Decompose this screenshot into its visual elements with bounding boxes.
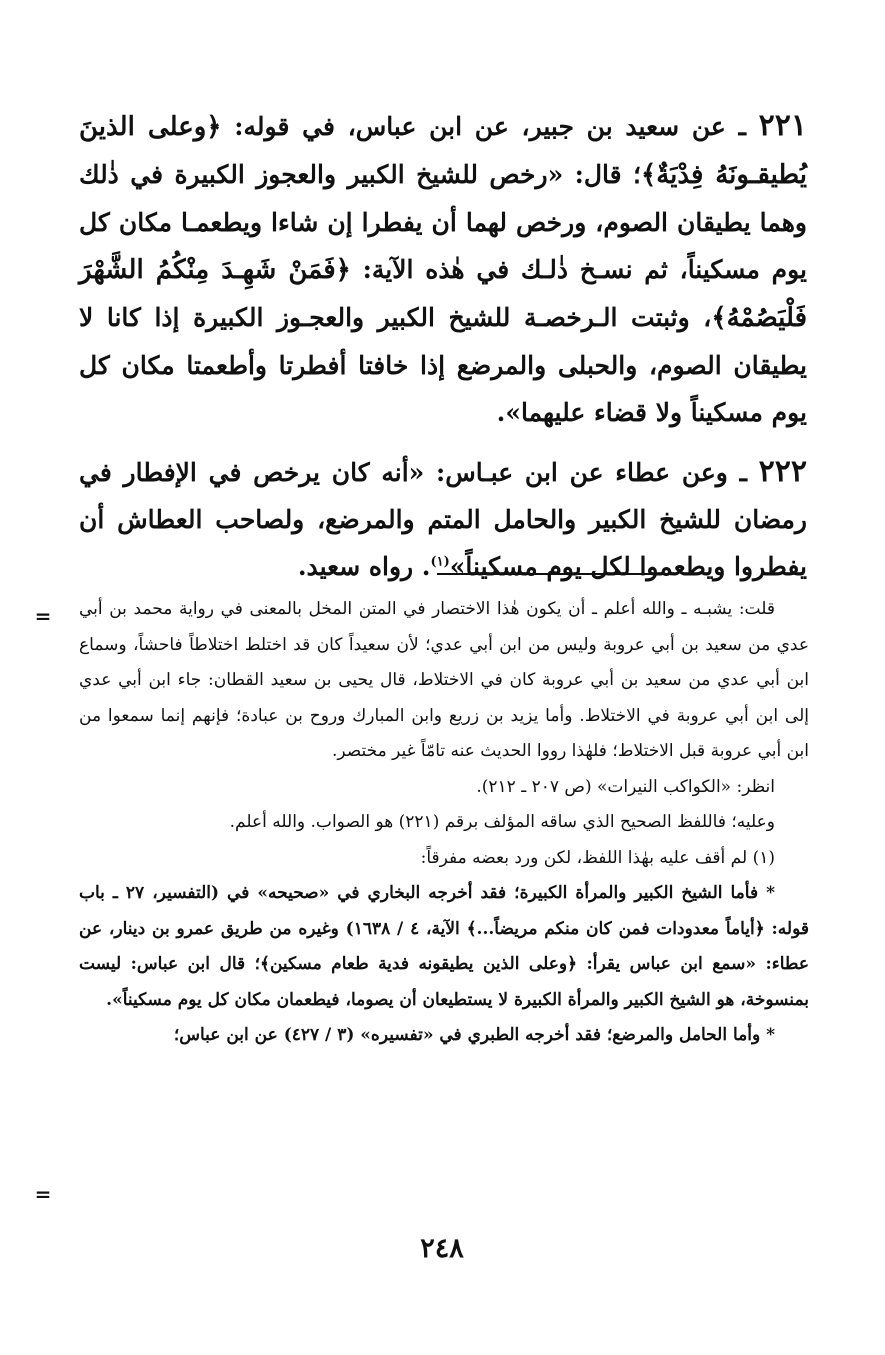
hadith-222 bbox=[79, 448, 807, 590]
footnote-separator bbox=[437, 573, 669, 575]
quran-verse: ﴿وعلى الذينَ يُطيقـونَهُ فِدْيَةٌ﴾ bbox=[79, 112, 807, 190]
quran-verse: ﴿فَمَنْ شَهِـدَ مِنْكُمُ الشَّهْرَ فَلْيَصُمْهُ﴾ bbox=[79, 255, 807, 333]
hadith-number: ٢٢٢ bbox=[758, 454, 807, 489]
hadith-number: ٢٢١ bbox=[758, 108, 807, 143]
continuation-mark: = bbox=[34, 1182, 52, 1206]
main-text bbox=[79, 102, 807, 590]
hadith-221 bbox=[79, 102, 807, 436]
footnote-paragraph: انظر: «الكواكب النيرات» (ص ٢٠٧ ـ ٢١٢). bbox=[476, 776, 775, 797]
footnote-paragraph: (١) لم أقف عليه بهٰذا اللفظ، لكن ورد بعضه مفرقاً: bbox=[420, 847, 775, 868]
hadith-text: ، وثبتت الـرخصـة للشيخ الكبير والعجـوز الكبيرة إذا كانا لا يطيقان الصوم، والحبلى والمرضع إذا خافتا أفطرتا وأطعمتا مكان كل يوم مسكيناً ولا قضاء عليهما». bbox=[79, 303, 807, 427]
continuation-mark: = bbox=[34, 604, 52, 628]
hadith-text: ـ وعن عطاء عن ابن عبـاس: «أنه كان يرخص في الإفطار في رمضان للشيخ الكبير والحامل المتم والمرضع، ولصاحب العطاش أن يفطروا ويطعموا لكل يوم مسكيناً» bbox=[79, 458, 807, 581]
hadith-text: ؛ قال: «رخص للشيخ الكبير والعجوز الكبيرة في ذٰلك وهما يطيقان الصوم، ورخص لهما أن يفطرا إن شاءا ويطعمـا مكان كل يوم مسكيناً، ثم نسـخ ذٰلـك في هٰذه الآية: bbox=[79, 160, 807, 284]
footnote-paragraph: قلت: يشبـه ـ والله أعلم ـ أن يكون هٰذا الاختصار في المتن المخل بالمعنى في رواية محمد بن أبي عدي من سعيد بن أبي عروبة وليس من ابن أبي عدي؛ لأن سعيداً كان قد اختلط اختلاطاً فاحشاً، وسماع ابن أبي عدي من سعيد بن أبي عروبة كان في الاختلاط، قال يحيى بن سعيد القطان: جاء ابن أبي عدي إلى ابن أبي عروبة في الاختلاط. وأما يزيد بن زريع وابن المبارك وروح بن عبادة؛ فإنهم إنما سمعوا من ابن أبي عروبة قبل الاختلاط؛ فلهٰذا رووا الحديث عنه تامّاً غير مختصر. bbox=[79, 599, 809, 761]
footnote-paragraph: * وأما الحامل والمرضع؛ فقد أخرجه الطبري في «تفسيره» (٣ / ٤٢٧) عن ابن عباس؛ bbox=[173, 1025, 775, 1045]
footnotes bbox=[79, 592, 809, 1054]
page-number: ٢٤٨ bbox=[420, 1233, 464, 1264]
footnote-paragraph: وعليه؛ فاللفظ الصحيح الذي ساقه المؤلف برقم (٢٢١) هو الصواب. والله أعلم. bbox=[229, 812, 775, 832]
footnote-reference: (١) bbox=[430, 554, 450, 570]
hadith-text: ـ عن سعيد بن جبير، عن ابن عباس، في قوله: bbox=[221, 112, 759, 141]
hadith-text: . رواه سعيد. bbox=[297, 552, 431, 581]
footnote-paragraph: * فأما الشيخ الكبير والمرأة الكبيرة؛ فقد أخرجه البخاري في «صحيحه» في (التفسير، ٢٧ ـ باب قوله: ﴿أياماً معدودات فمن كان منكم مريضاً...﴾ الآية، ٤ / ١٦٣٨) وغيره من طريق عمرو بن دينار، عن عطاء: «سمع ابن عباس يقرأ: ﴿وعلى الذين يطيقونه فدية طعام مسكين﴾؛ قال ابن عباس: ليست بمنسوخة، هو الشيخ الكبير والمرأة الكبيرة لا يستطيعان أن يصوما، فيطعمان مكان كل يوم مسكيناً». bbox=[79, 883, 809, 1010]
